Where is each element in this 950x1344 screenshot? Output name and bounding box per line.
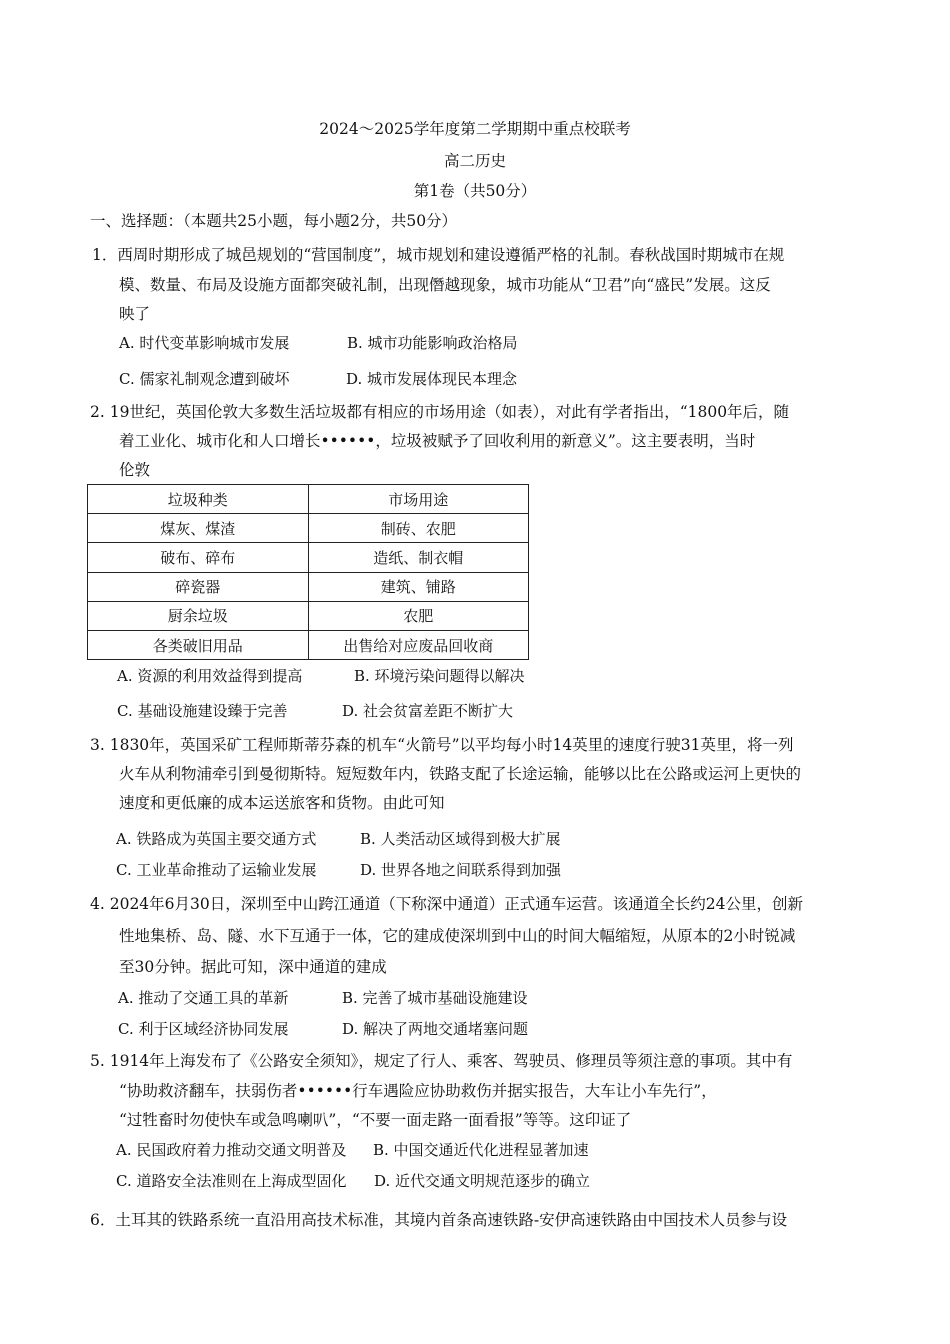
q2-option-c[interactable]: C. 基础设施建设臻于完善 bbox=[117, 702, 288, 720]
q5-option-b[interactable]: B. 中国交通近代化进程显著加速 bbox=[373, 1141, 589, 1159]
table-row bbox=[88, 601, 529, 630]
q5-line-3: “过牲畜时勿使快车或急鸣喇叭”，“不要一面走路一面看报”等等。这印证了 bbox=[119, 1111, 632, 1129]
q1-line-3: 映了 bbox=[119, 305, 151, 323]
q4-option-d[interactable]: D. 解决了两地交通堵塞问题 bbox=[342, 1020, 529, 1038]
q5-option-c[interactable]: C. 道路安全法准则在上海成型固化 bbox=[116, 1172, 347, 1190]
table-cell: 出售给对应废品回收商 bbox=[308, 630, 529, 659]
q2-option-b[interactable]: B. 环境污染问题得以解决 bbox=[354, 667, 525, 685]
section-heading: 一、选择题：（本题共25小题，每小题2分，共50分） bbox=[90, 212, 458, 230]
table-row bbox=[88, 630, 529, 659]
q4-option-b[interactable]: B. 完善了城市基础设施建设 bbox=[342, 989, 528, 1007]
q5-option-a[interactable]: A. 民国政府着力推动交通文明普及 bbox=[116, 1141, 347, 1159]
q4-line-3: 至30分钟。据此可知，深中通道的建成 bbox=[119, 958, 387, 976]
q2-option-d[interactable]: D. 社会贫富差距不断扩大 bbox=[342, 702, 514, 720]
q4-option-c[interactable]: C. 利于区域经济协同发展 bbox=[118, 1020, 289, 1038]
table-header-cell: 垃圾种类 bbox=[88, 485, 309, 514]
q1-line-1: 1．西周时期形成了城邑规划的“营国制度”，城市规划和建设遵循严格的礼制。春秋战国时期城市在规 bbox=[92, 246, 785, 264]
subject-title: 高二历史 bbox=[443, 152, 506, 170]
table-header-row bbox=[88, 485, 529, 514]
q1-line-2: 模、数量、布局及设施方面都突破礼制，出现僭越现象，城市功能从“卫君”向“盛民”发展。这反 bbox=[119, 276, 771, 294]
q3-option-b[interactable]: B. 人类活动区域得到极大扩展 bbox=[360, 830, 561, 848]
volume-title: 第1卷（共50分） bbox=[413, 182, 537, 200]
table-cell: 建筑、铺路 bbox=[308, 572, 529, 601]
q4-option-a[interactable]: A. 推动了交通工具的革新 bbox=[118, 989, 289, 1007]
q5-option-d[interactable]: D. 近代交通文明规范逐步的确立 bbox=[374, 1172, 591, 1190]
q2-line-1: 2. 19世纪，英国伦敦大多数生活垃圾都有相应的市场用途（如表），对此有学者指出，“1800年后，随 bbox=[90, 403, 790, 421]
table-cell: 制砖、农肥 bbox=[308, 514, 529, 543]
q1-option-b[interactable]: B. 城市功能影响政治格局 bbox=[347, 334, 518, 352]
q6-line-1: 6．土耳其的铁路系统一直沿用高技术标准，其境内首条高速铁路-安伊高速铁路由中国技术人员参与设 bbox=[90, 1211, 788, 1229]
table-cell: 各类破旧用品 bbox=[88, 630, 309, 659]
q3-option-d[interactable]: D. 世界各地之间联系得到加强 bbox=[360, 861, 562, 879]
q2-option-a[interactable]: A. 资源的利用效益得到提高 bbox=[117, 667, 303, 685]
table-cell: 煤灰、煤渣 bbox=[88, 514, 309, 543]
table-cell: 农肥 bbox=[308, 601, 529, 630]
exam-title: 2024～2025学年度第二学期期中重点校联考 bbox=[319, 120, 631, 138]
q3-line-3: 速度和更低廉的成本运送旅客和货物。由此可知 bbox=[119, 794, 445, 812]
q5-line-1: 5. 1914年上海发布了《公路安全须知》，规定了行人、乘客、驾驶员、修理员等须注意的事项。其中有 bbox=[90, 1052, 793, 1070]
q1-option-d[interactable]: D. 城市发展体现民本理念 bbox=[346, 370, 518, 388]
q2-line-3: 伦敦 bbox=[119, 461, 151, 479]
table-row bbox=[88, 514, 529, 543]
table-cell: 碎瓷器 bbox=[88, 572, 309, 601]
q2-line-2: 着工业化、城市化和人口增长••••••，垃圾被赋予了回收利用的新意义”。这主要表明，当时 bbox=[119, 432, 756, 450]
q1-option-a[interactable]: A. 时代变革影响城市发展 bbox=[119, 334, 290, 352]
table-cell: 破布、碎布 bbox=[88, 543, 309, 572]
trash-usage-table bbox=[87, 484, 529, 660]
q4-line-1: 4. 2024年6月30日，深圳至中山跨江通道（下称深中通道）正式通车运营。该通道全长约24公里，创新 bbox=[90, 895, 803, 913]
table-header-cell: 市场用途 bbox=[308, 485, 529, 514]
table-cell: 造纸、制衣帽 bbox=[308, 543, 529, 572]
table-row bbox=[88, 572, 529, 601]
q3-line-1: 3. 1830年，英国采矿工程师斯蒂芬森的机车“火箭号”以平均每小时14英里的速度行驶31英里，将一列 bbox=[90, 736, 794, 754]
q4-line-2: 性地集桥、岛、隧、水下互通于一体，它的建成使深圳到中山的时间大幅缩短，从原本的2小时锐减 bbox=[119, 927, 796, 945]
q3-line-2: 火车从利物浦牵引到曼彻斯特。短短数年内，铁路支配了长途运输，能够以比在公路或运河上更快的 bbox=[119, 765, 802, 783]
q5-line-2: “协助救济翻车，扶弱伤者••••••行车遇险应协助救伤并据实报告，大车让小车先行”， bbox=[119, 1082, 717, 1100]
q3-option-c[interactable]: C. 工业革命推动了运输业发展 bbox=[116, 861, 317, 879]
table-row bbox=[88, 543, 529, 572]
q1-option-c[interactable]: C. 儒家礼制观念遭到破坏 bbox=[119, 370, 290, 388]
q3-option-a[interactable]: A. 铁路成为英国主要交通方式 bbox=[116, 830, 317, 848]
table-cell: 厨余垃圾 bbox=[88, 601, 309, 630]
